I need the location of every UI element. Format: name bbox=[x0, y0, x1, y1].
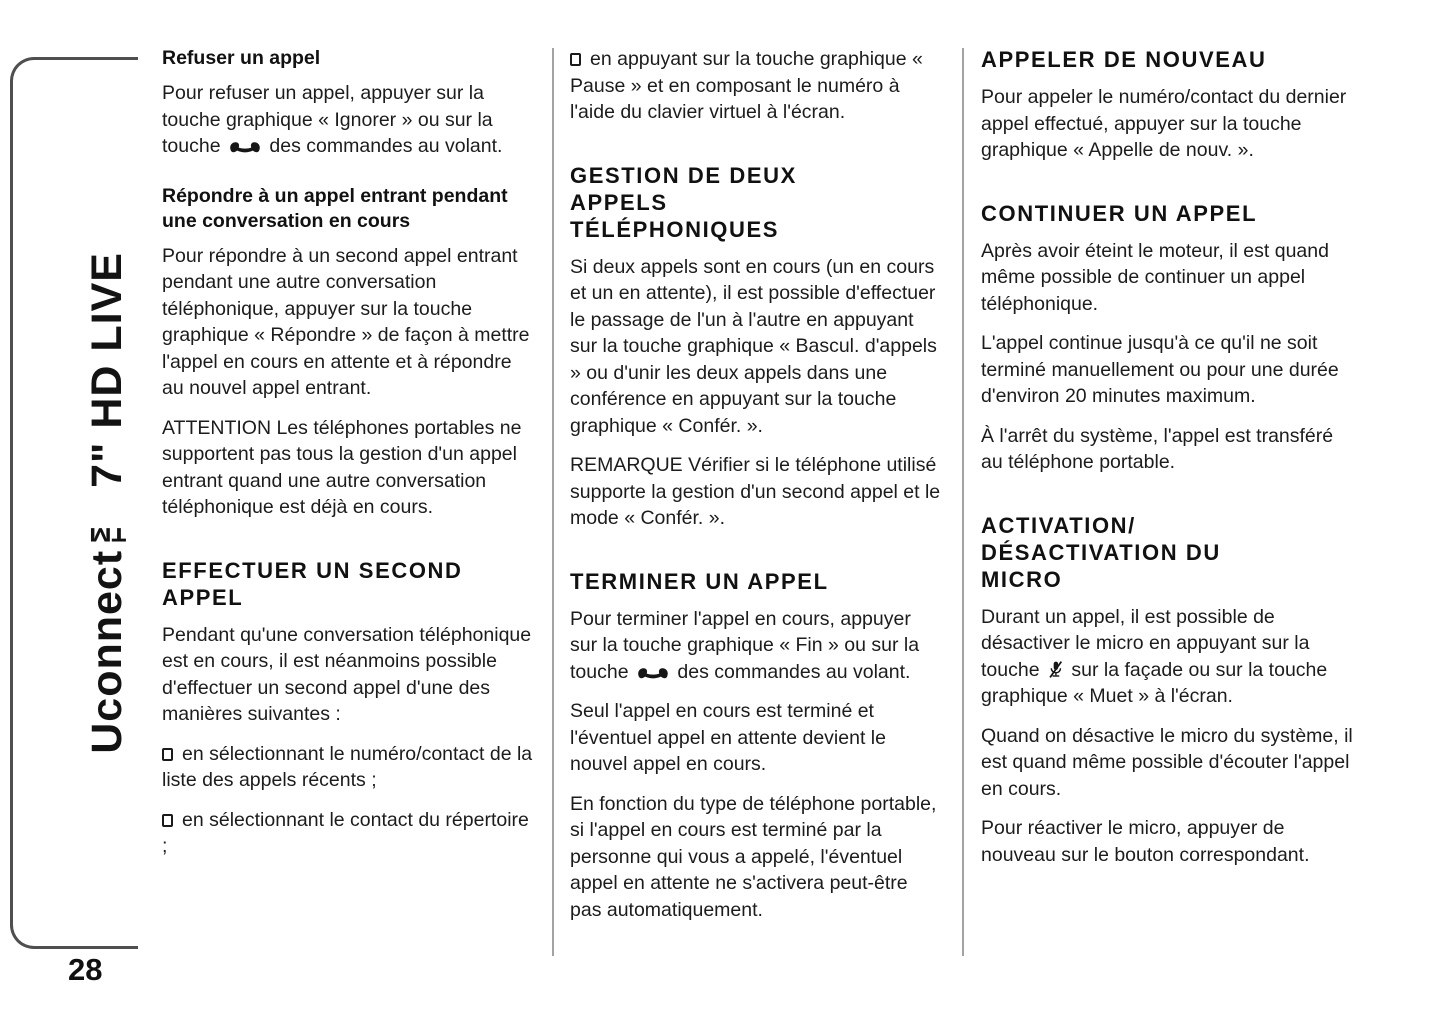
column-3 bbox=[981, 46, 1353, 881]
page-number: 28 bbox=[68, 952, 103, 987]
paragraph-seul-appel: Seul l'appel en cours est terminé et l'éventuel appel en attente devient le nouvel appel en cours. bbox=[570, 700, 886, 775]
chapter-tab-frame bbox=[10, 57, 138, 949]
list-item-text: en appuyant sur la touche graphique « Pause » et en composant le numéro à l'aide du clavier virtuel à l'écran. bbox=[570, 48, 923, 123]
paragraph-text: des commandes au volant. bbox=[269, 135, 503, 157]
paragraph-micro-1 bbox=[981, 604, 1353, 710]
paragraph-refuser bbox=[162, 80, 538, 160]
paragraph-continuer-1: Après avoir éteint le moteur, il est quand même possible de continuer un appel téléphonique. bbox=[981, 239, 1329, 315]
paragraph-continuer-3: À l'arrêt du système, l'appel est transféré au téléphone portable. bbox=[981, 424, 1334, 473]
list-item-text: en sélectionnant le numéro/contact de la liste des appels récents ; bbox=[162, 742, 533, 791]
paragraph-terminer bbox=[570, 606, 942, 686]
paragraph-text: Pour terminer l'appel en cours, appuyer sur la touche graphique « Fin » ou sur la touche bbox=[570, 607, 920, 683]
square-bullet-icon bbox=[162, 814, 173, 827]
paragraph-continuer-2: L'appel continue jusqu'à ce qu'il ne soit terminé manuellement ou pour une durée d'environ 20 minutes maximum. bbox=[981, 332, 1339, 407]
paragraph-micro-2: Quand on désactive le micro du système, il est quand même possible d'écouter l'appel en cours. bbox=[981, 724, 1353, 800]
column-divider bbox=[962, 48, 964, 956]
paragraph-repondre: Pour répondre à un second appel entrant pendant une autre conversation téléphonique, appuyer sur la touche graphique « Répondre » de façon à mettre l'appel en cours en attente et à répondre au nouvel appel entrant. bbox=[162, 244, 530, 399]
column-1 bbox=[162, 46, 538, 873]
list-item-pause bbox=[570, 46, 942, 126]
paragraph-deux-appels: Si deux appels sont en cours (un en cours et un en attente), il est possible d'effectuer le passage de l'un à l'autre en appuyant sur la touche graphique « Bascul. d'appels » ou d'unir les deux appels dans une conférence en appuyant sur la touche graphique « Confér. ». bbox=[570, 255, 937, 437]
microphone-muted-icon bbox=[1048, 659, 1063, 680]
paragraph-text: Durant un appel, il est possible de désactiver le micro en appuyant sur la touche bbox=[981, 605, 1310, 681]
list-item-appels-recents bbox=[162, 741, 538, 794]
section-heading-continuer-un-appel: CONTINUER UN APPEL bbox=[981, 200, 1258, 226]
subheading-refuser-un-appel: Refuser un appel bbox=[162, 47, 321, 69]
square-bullet-icon bbox=[162, 748, 173, 761]
chapter-title: Uconnect™ 7" HD LIVE bbox=[83, 252, 131, 754]
list-item-text: en sélectionnant le contact du répertoire ; bbox=[162, 808, 529, 857]
section-heading-activation-desactivation-micro: ACTIVATION/​DÉSACTIVATION DU MICRO bbox=[981, 512, 1221, 592]
paragraph-text: des commandes au volant. bbox=[677, 660, 911, 683]
column-divider bbox=[552, 48, 554, 956]
list-item-repertoire bbox=[162, 807, 538, 860]
section-heading-gestion-de-deux-appels: GESTION DE DEUX APPELS TÉLÉPHONIQUES bbox=[570, 162, 797, 242]
phone-handset-icon bbox=[228, 139, 262, 154]
paragraph-attention: ATTENTION Les téléphones portables ne supportent pas tous la gestion d'un appel entrant quand une autre conversation téléphonique est déjà en cours. bbox=[162, 416, 522, 518]
subheading-repondre-appel-entrant: Répondre à un appel entrant pendant une conversation en cours bbox=[162, 184, 508, 232]
paragraph-second-appel: Pendant qu'une conversation téléphonique est en cours, il est néanmoins possible d'effectuer un second appel d'une des manières suivantes : bbox=[162, 623, 532, 725]
section-heading-effectuer-un-second-appel: EFFECTUER UN SECOND APPEL bbox=[162, 557, 463, 610]
phone-handset-icon bbox=[636, 665, 670, 680]
paragraph-text: sur la façade ou sur la touche graphique « Muet » à l'écran. bbox=[981, 658, 1328, 707]
column-2 bbox=[570, 46, 942, 936]
paragraph-text: Pour refuser un appel, appuyer sur la touche graphique « Ignorer » ou sur la touche bbox=[162, 82, 493, 157]
section-heading-terminer-un-appel: TERMINER UN APPEL bbox=[570, 568, 829, 594]
paragraph-micro-3: Pour réactiver le micro, appuyer de nouveau sur le bouton correspondant. bbox=[981, 817, 1310, 866]
paragraph-appeler-de-nouveau: Pour appeler le numéro/contact du dernier appel effectué, appuyer sur la touche graphique « Appelle de nouv. ». bbox=[981, 86, 1347, 161]
section-heading-appeler-de-nouveau: APPELER DE NOUVEAU bbox=[981, 47, 1267, 72]
paragraph-en-fonction: En fonction du type de téléphone portable, si l'appel en cours est terminé par la personne qui vous a appelé, l'éventuel appel en attente ne s'activera peut-être pas automatiquement. bbox=[570, 792, 937, 921]
paragraph-remarque: REMARQUE Vérifier si le téléphone utilisé supporte la gestion d'un second appel et le mode « Confér. ». bbox=[570, 454, 941, 529]
square-bullet-icon bbox=[570, 53, 581, 66]
